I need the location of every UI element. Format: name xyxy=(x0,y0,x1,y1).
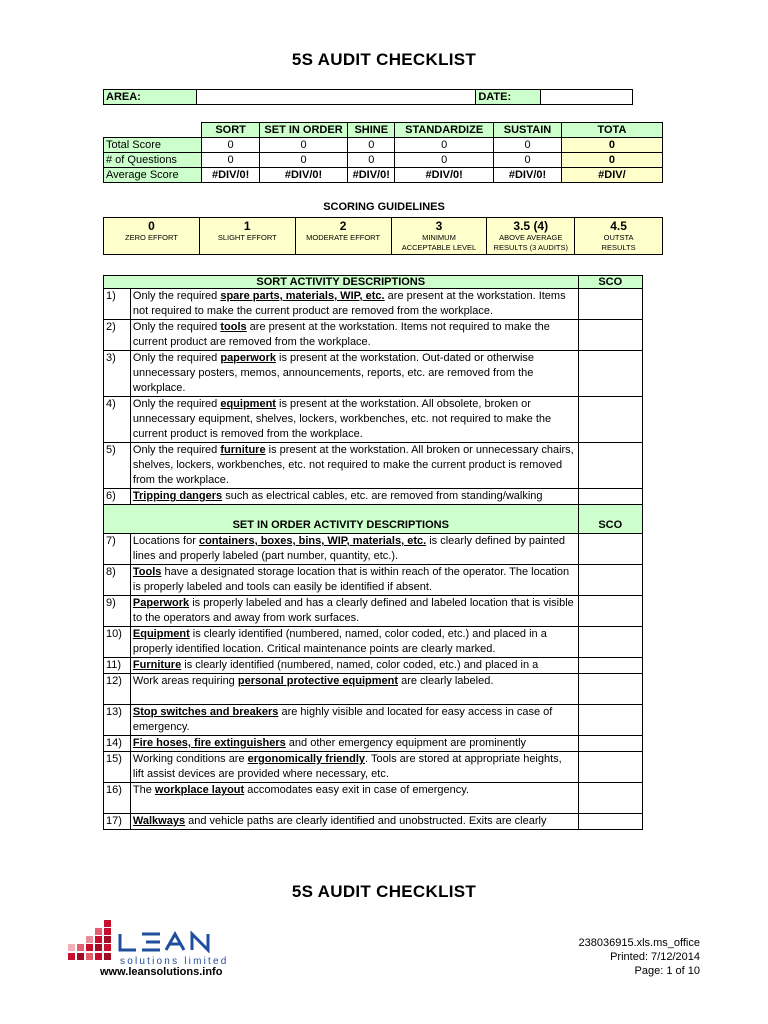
item-score-cell[interactable] xyxy=(578,489,642,505)
guideline-score: 2 xyxy=(339,219,347,233)
item-text-post: is properly labeled and has a clearly defined and labeled location that is visible to the operators and away from work surfaces. xyxy=(132,597,574,624)
page-title: 5S AUDIT CHECKLIST xyxy=(291,50,477,69)
section-header-sort xyxy=(104,276,643,289)
checklist-item xyxy=(104,289,643,320)
item-keyword: Tools xyxy=(132,566,162,578)
score-cell[interactable]: #DIV/0! xyxy=(494,168,562,183)
date-label: DATE: xyxy=(476,90,540,105)
section-header-set-in-order xyxy=(104,505,643,534)
item-text-post: is present at the workstation. Out-dated or otherwise unnecessary posters, memos, announcements, reports, etc. are removed from the workplace. xyxy=(132,352,535,394)
item-keyword: equipment xyxy=(220,398,276,410)
item-text xyxy=(130,565,578,596)
item-number: 9) xyxy=(104,596,131,627)
item-score-cell[interactable] xyxy=(578,565,642,596)
item-text-pre: Only the required xyxy=(132,398,221,410)
checklist-item xyxy=(104,489,643,505)
checklist-item xyxy=(104,443,643,489)
item-text xyxy=(130,627,578,658)
area-field[interactable] xyxy=(197,90,476,105)
area-label: AREA: xyxy=(104,90,197,105)
col-total: TOTA xyxy=(561,123,662,138)
item-text-pre: Only the required xyxy=(132,321,221,333)
col-set-in-order: SET IN ORDER xyxy=(259,123,348,138)
item-score-cell[interactable] xyxy=(578,320,642,351)
guideline-level xyxy=(104,218,200,255)
score-header: SCO xyxy=(578,276,642,289)
score-header: SCO xyxy=(578,505,642,534)
item-text xyxy=(130,752,578,783)
item-keyword: containers, boxes, bins, WIP, materials, etc. xyxy=(198,535,427,547)
item-number: 11) xyxy=(104,658,131,674)
score-cell[interactable]: 0 xyxy=(202,138,259,153)
guideline-level xyxy=(575,218,663,255)
guideline-level xyxy=(391,218,487,255)
item-score-cell[interactable] xyxy=(578,783,642,814)
website-link[interactable]: www.leansolutions.info xyxy=(100,966,223,978)
item-score-cell[interactable] xyxy=(578,397,642,443)
item-text xyxy=(130,489,578,505)
item-score-cell[interactable] xyxy=(578,596,642,627)
file-name: 238036915.xls.ms_office xyxy=(578,937,700,949)
checklist-item xyxy=(104,627,643,658)
item-number: 5) xyxy=(104,443,131,489)
item-text-post: is clearly identified (numbered, named, color coded, etc.) and placed in a properly identified location. Critical maintenance points are clearly marked. xyxy=(132,628,547,655)
score-cell[interactable]: 0 xyxy=(202,153,259,168)
area-date-row xyxy=(103,89,633,105)
checklist-item xyxy=(104,596,643,627)
item-keyword: tools xyxy=(220,321,247,333)
checklist-item xyxy=(104,658,643,674)
item-text xyxy=(130,320,578,351)
item-text-pre: Working conditions are xyxy=(132,753,248,765)
item-number: 16) xyxy=(104,783,131,814)
item-text-pre: Work areas requiring xyxy=(132,675,238,687)
guideline-score: 1 xyxy=(243,219,251,233)
guideline-desc: ZERO EFFORT xyxy=(125,233,178,242)
item-keyword: workplace layout xyxy=(154,784,245,796)
printed-date: Printed: 7/12/2014 xyxy=(610,951,700,963)
item-keyword: Stop switches and breakers xyxy=(132,706,279,718)
guideline-desc: OUTSTA xyxy=(603,233,634,242)
item-text xyxy=(130,534,578,565)
row-label: Total Score xyxy=(104,138,202,153)
total-cell[interactable]: #DIV/ xyxy=(561,168,662,183)
col-sort: SORT xyxy=(202,123,259,138)
checklist-item xyxy=(104,752,643,783)
total-cell[interactable]: 0 xyxy=(561,153,662,168)
item-text-pre: The xyxy=(132,784,155,796)
section-title: SORT ACTIVITY DESCRIPTIONS xyxy=(104,276,579,289)
checklist-item xyxy=(104,783,643,814)
page-number: Page: 1 of 10 xyxy=(634,965,700,977)
score-header-row xyxy=(104,123,663,138)
item-text-post: are clearly labeled. xyxy=(398,675,494,687)
item-text xyxy=(130,674,578,705)
checklist-item xyxy=(104,351,643,397)
checklist-item xyxy=(104,534,643,565)
item-text-post: have a designated storage location that is within reach of the operator. The location is properly labeled and tools can easily be identified if absent. xyxy=(132,566,570,593)
item-number: 15) xyxy=(104,752,131,783)
item-keyword: paperwork xyxy=(220,352,276,364)
item-number: 2) xyxy=(104,320,131,351)
item-text-post: is present at the workstation. All obsolete, broken or unnecessary equipment, shelves, lockers, workbenches, etc. not required to make the current product is removed from the workplace. xyxy=(132,398,552,440)
item-text-post: . Tools are stored at appropriate heights, lift assist devices are provided where necessary, etc. xyxy=(132,753,562,780)
item-text-post: is present at the workstation. All broken or unnecessary chairs, shelves, lockers, workbenches, etc. not required to make the current product is removed from the workplace. xyxy=(132,444,574,486)
scoring-guidelines-title: SCORING GUIDELINES xyxy=(323,201,445,213)
item-text-pre: Only the required xyxy=(132,444,221,456)
item-text xyxy=(130,736,578,752)
item-text xyxy=(130,289,578,320)
col-shine: SHINE xyxy=(348,123,395,138)
guideline-desc-2: RESULTS (3 AUDITS) xyxy=(493,243,568,252)
item-text-post: are highly visible and located for easy access in case of emergency. xyxy=(132,706,553,733)
item-score-cell[interactable] xyxy=(578,705,642,736)
row-label: Average Score xyxy=(104,168,202,183)
item-number: 10) xyxy=(104,627,131,658)
item-text xyxy=(130,814,578,830)
guideline-desc: ABOVE AVERAGE xyxy=(499,233,563,242)
score-cell[interactable]: #DIV/0! xyxy=(395,168,494,183)
item-text xyxy=(130,351,578,397)
score-cell[interactable]: 0 xyxy=(395,153,494,168)
checklist-item xyxy=(104,705,643,736)
item-text-post: are present at the workstation. Items not required to make the current product are removed from the workplace. xyxy=(132,321,550,348)
score-cell[interactable]: 0 xyxy=(494,138,562,153)
guideline-desc: MODERATE EFFORT xyxy=(306,233,381,242)
item-number: 7) xyxy=(104,534,131,565)
item-keyword: personal protective equipment xyxy=(237,675,399,687)
item-text-pre: Only the required xyxy=(132,290,221,302)
guideline-level xyxy=(199,218,295,255)
score-cell[interactable]: 0 xyxy=(348,138,395,153)
item-keyword: ergonomically friendly xyxy=(247,753,366,765)
item-score-cell[interactable] xyxy=(578,814,642,830)
item-keyword: Fire hoses, fire extinguishers xyxy=(132,737,286,749)
checklist-item xyxy=(104,736,643,752)
date-field[interactable] xyxy=(540,90,632,105)
item-score-cell[interactable] xyxy=(578,289,642,320)
item-score-cell[interactable] xyxy=(578,627,642,658)
item-number: 3) xyxy=(104,351,131,397)
item-score-cell[interactable] xyxy=(578,351,642,397)
checklist-item xyxy=(104,565,643,596)
guideline-score: 3 xyxy=(435,219,443,233)
guideline-score: 3.5 (4) xyxy=(513,219,549,233)
checklist-item xyxy=(104,814,643,830)
item-text xyxy=(130,397,578,443)
checklist-item xyxy=(104,674,643,705)
item-keyword: Equipment xyxy=(132,628,190,640)
item-keyword: spare parts, materials, WIP, etc. xyxy=(220,290,385,302)
score-cell[interactable]: 0 xyxy=(395,138,494,153)
item-score-cell[interactable] xyxy=(578,658,642,674)
checklist-item xyxy=(104,320,643,351)
item-text-post: and other emergency equipment are prominently xyxy=(285,737,527,749)
item-number: 13) xyxy=(104,705,131,736)
guideline-desc: SLIGHT EFFORT xyxy=(217,233,277,242)
footer-title: 5S AUDIT CHECKLIST xyxy=(291,882,477,901)
guideline-desc-2: RESULTS xyxy=(601,243,636,252)
guideline-desc: MINIMUM xyxy=(422,233,456,242)
col-standardize: STANDARDIZE xyxy=(395,123,494,138)
item-text-post: accomodates easy exit in case of emergency. xyxy=(244,784,469,796)
item-keyword: Paperwork xyxy=(132,597,190,609)
item-text xyxy=(130,783,578,814)
score-summary-table xyxy=(103,122,663,183)
guideline-level xyxy=(295,218,391,255)
section-title: SET IN ORDER ACTIVITY DESCRIPTIONS xyxy=(104,505,579,534)
item-number: 14) xyxy=(104,736,131,752)
score-cell[interactable]: 0 xyxy=(348,153,395,168)
average-score-row xyxy=(104,168,663,183)
item-text xyxy=(130,596,578,627)
item-number: 8) xyxy=(104,565,131,596)
item-score-cell[interactable] xyxy=(578,736,642,752)
lean-logo-icon xyxy=(64,918,249,966)
item-number: 12) xyxy=(104,674,131,705)
score-cell[interactable]: #DIV/0! xyxy=(348,168,395,183)
item-number: 1) xyxy=(104,289,131,320)
score-cell[interactable]: #DIV/0! xyxy=(259,168,348,183)
item-text-pre: Locations for xyxy=(132,535,199,547)
score-cell[interactable]: 0 xyxy=(259,138,348,153)
item-keyword: furniture xyxy=(220,444,266,456)
row-label: # of Questions xyxy=(104,153,202,168)
item-text-post: are present at the workstation. Items not required to make the current product are removed from the workplace. xyxy=(132,290,566,317)
questions-row xyxy=(104,153,663,168)
item-number: 6) xyxy=(104,489,131,505)
item-score-cell[interactable] xyxy=(578,674,642,705)
item-keyword: Tripping dangers xyxy=(132,490,223,502)
scoring-guidelines-table xyxy=(103,217,663,255)
item-text-post: is clearly identified (numbered, named, color coded, etc.) and placed in a xyxy=(181,659,539,671)
item-number: 4) xyxy=(104,397,131,443)
guideline-score: 0 xyxy=(148,219,155,233)
checklist-item xyxy=(104,397,643,443)
item-text-post: is clearly defined by painted lines and properly labeled (part number, quantity, etc.). xyxy=(132,535,565,562)
guideline-score: 4.5 xyxy=(610,219,627,233)
item-number: 17) xyxy=(104,814,131,830)
item-keyword: Walkways xyxy=(132,815,186,827)
total-score-row xyxy=(104,138,663,153)
item-text xyxy=(130,658,578,674)
guideline-desc-2: ACCEPTABLE LEVEL xyxy=(401,243,477,252)
guideline-level xyxy=(487,218,575,255)
item-text xyxy=(130,705,578,736)
score-cell[interactable]: 0 xyxy=(259,153,348,168)
score-cell[interactable]: 0 xyxy=(494,153,562,168)
item-score-cell[interactable] xyxy=(578,534,642,565)
item-text-post: and vehicle paths are clearly identified and unobstructed. Exits are clearly xyxy=(185,815,547,827)
total-cell[interactable]: 0 xyxy=(561,138,662,153)
item-text-post: such as electrical cables, etc. are removed from standing/walking xyxy=(222,490,543,502)
print-info xyxy=(579,936,701,978)
item-score-cell[interactable] xyxy=(578,752,642,783)
logo-tagline: solutions limited xyxy=(120,956,229,967)
item-score-cell[interactable] xyxy=(578,443,642,489)
col-sustain: SUSTAIN xyxy=(494,123,562,138)
checklist-table xyxy=(103,275,643,830)
item-keyword: Furniture xyxy=(132,659,182,671)
lean-logo xyxy=(64,918,249,971)
item-text-pre: Only the required xyxy=(132,352,221,364)
item-text xyxy=(130,443,578,489)
score-cell[interactable]: #DIV/0! xyxy=(202,168,259,183)
